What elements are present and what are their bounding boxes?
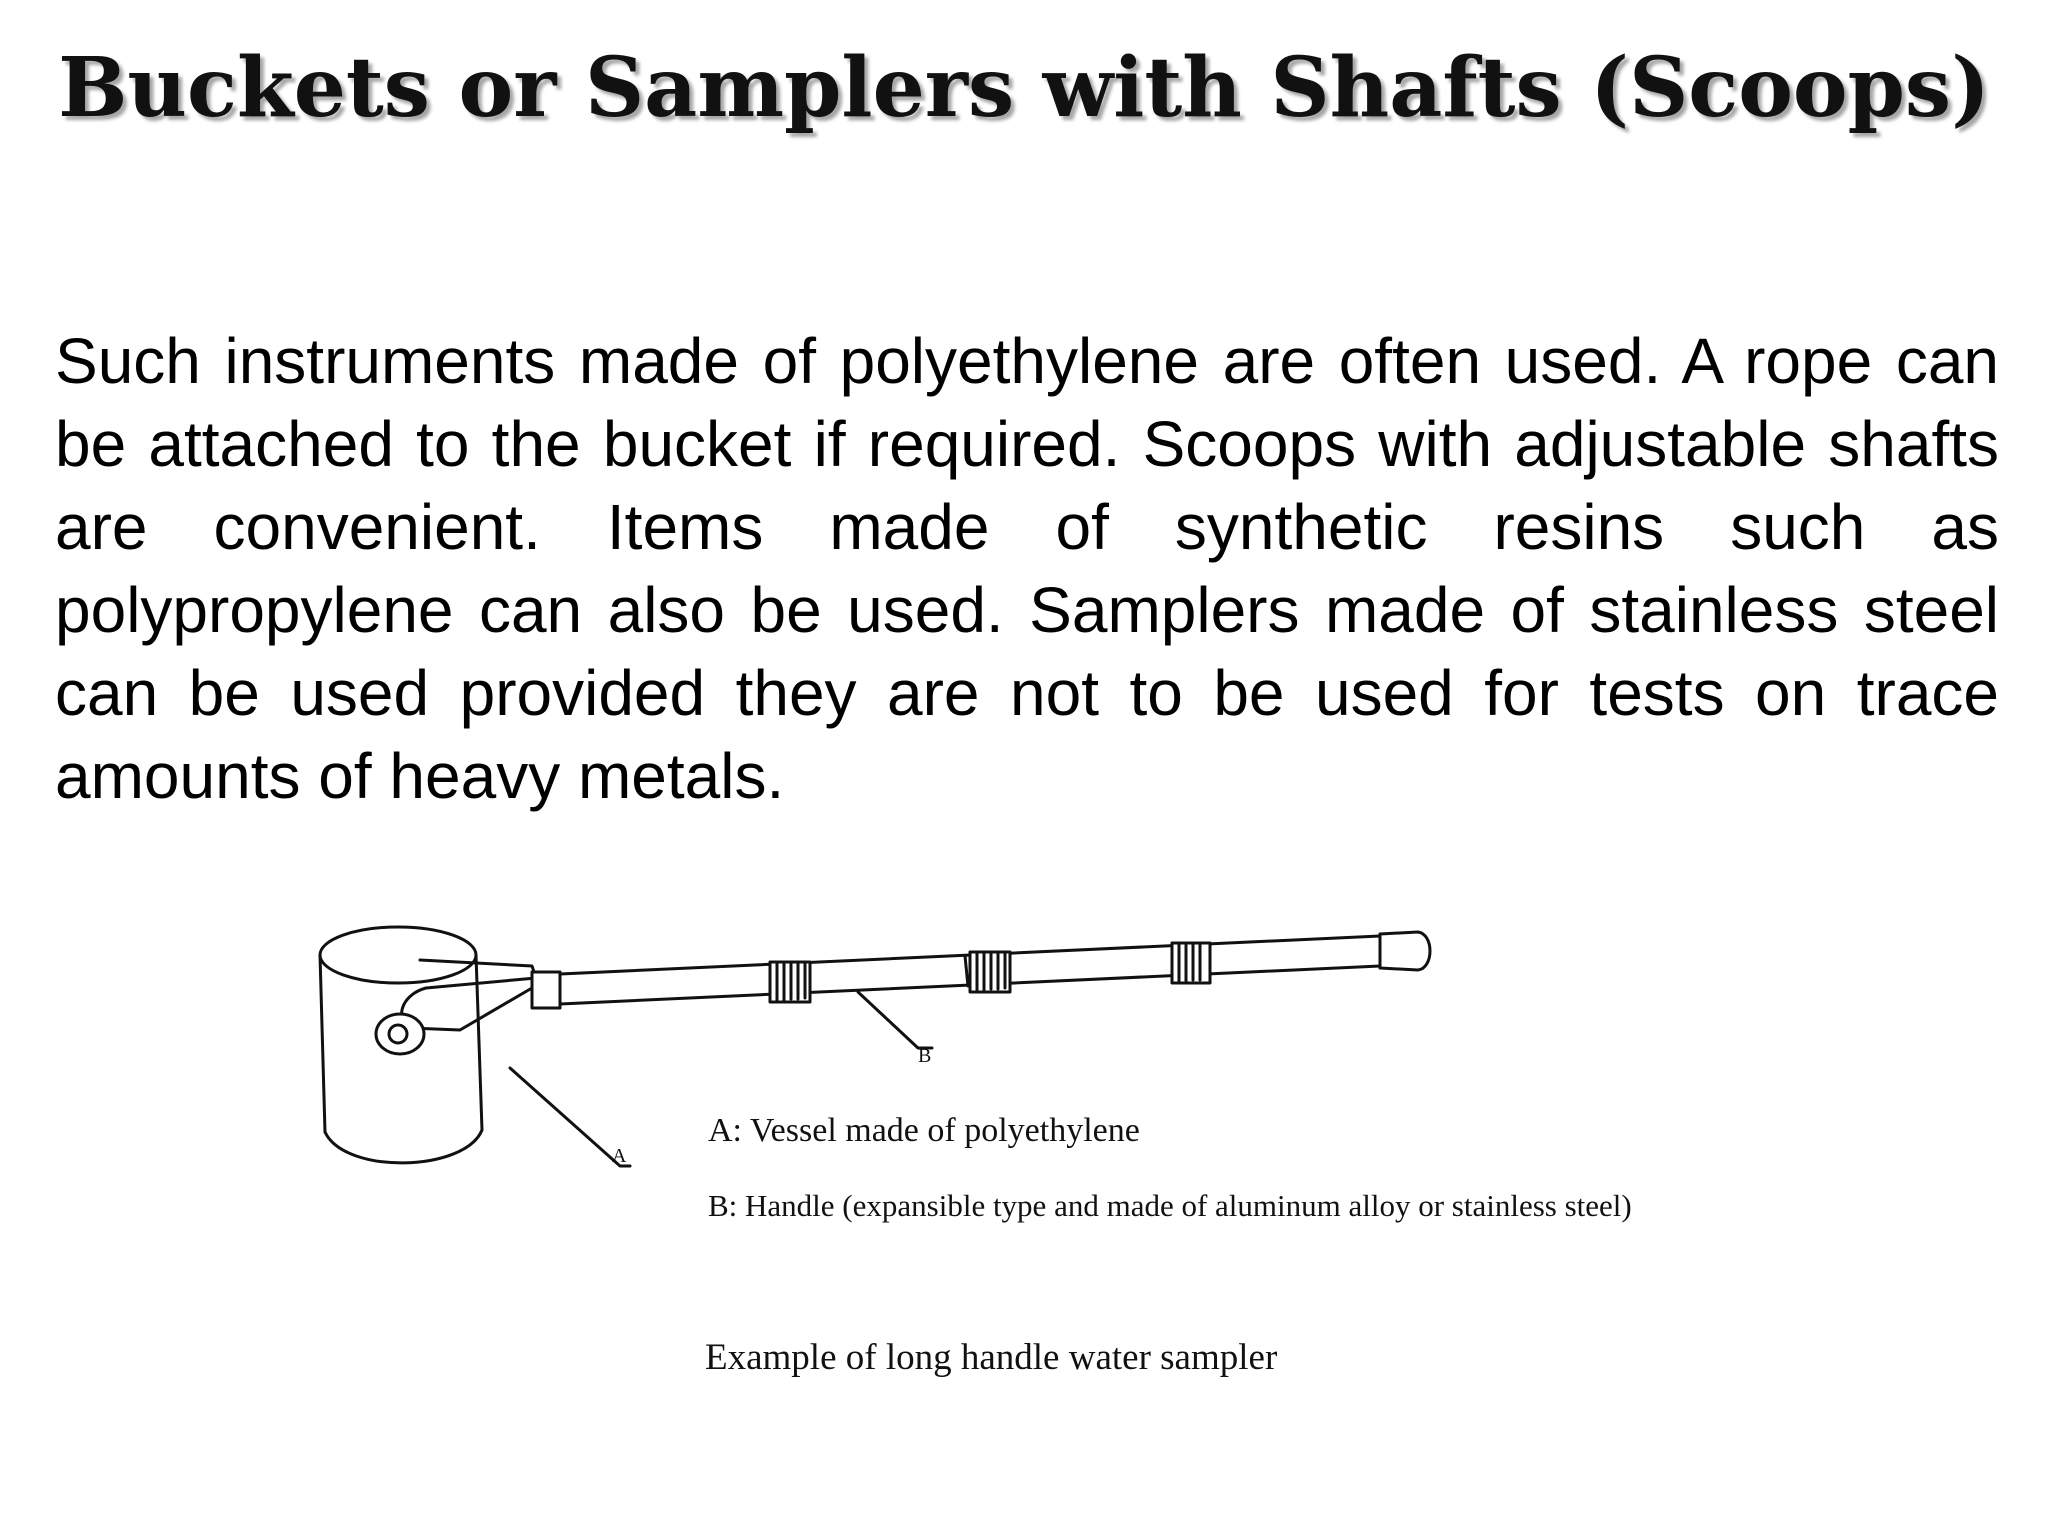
handle-sleeve-1: [770, 962, 810, 1002]
body-paragraph: Such instruments made of polyethylene are often used. A rope can be attached to the bucket if required. Scoops with adjustable shafts are convenient. Items made of synthetic resins such as polypropylene can also be used. Samplers made of stainless steel can be used provided they are not to be used for tests on trace amounts of heavy metals.: [55, 325, 1999, 812]
label-vessel: A: Vessel made of polyethylene: [708, 1112, 1140, 1149]
handle-joint: [532, 972, 560, 1008]
handle-sleeve-3: [1172, 943, 1210, 983]
slide-title: Buckets or Samplers with Shafts (Scoops): [58, 40, 1990, 136]
handle-sleeve-2: [970, 952, 1010, 992]
label-handle: B: Handle (expansible type and made of aluminum alloy or stainless steel): [708, 1188, 1632, 1223]
water-sampler-illustration: [300, 900, 1440, 1200]
handle-end-cap: [1380, 932, 1430, 970]
marker-a: A: [612, 1145, 627, 1167]
figure-caption: Example of long handle water sampler: [705, 1337, 1278, 1378]
leader-line-b: [858, 992, 932, 1048]
marker-b: B: [918, 1045, 932, 1067]
